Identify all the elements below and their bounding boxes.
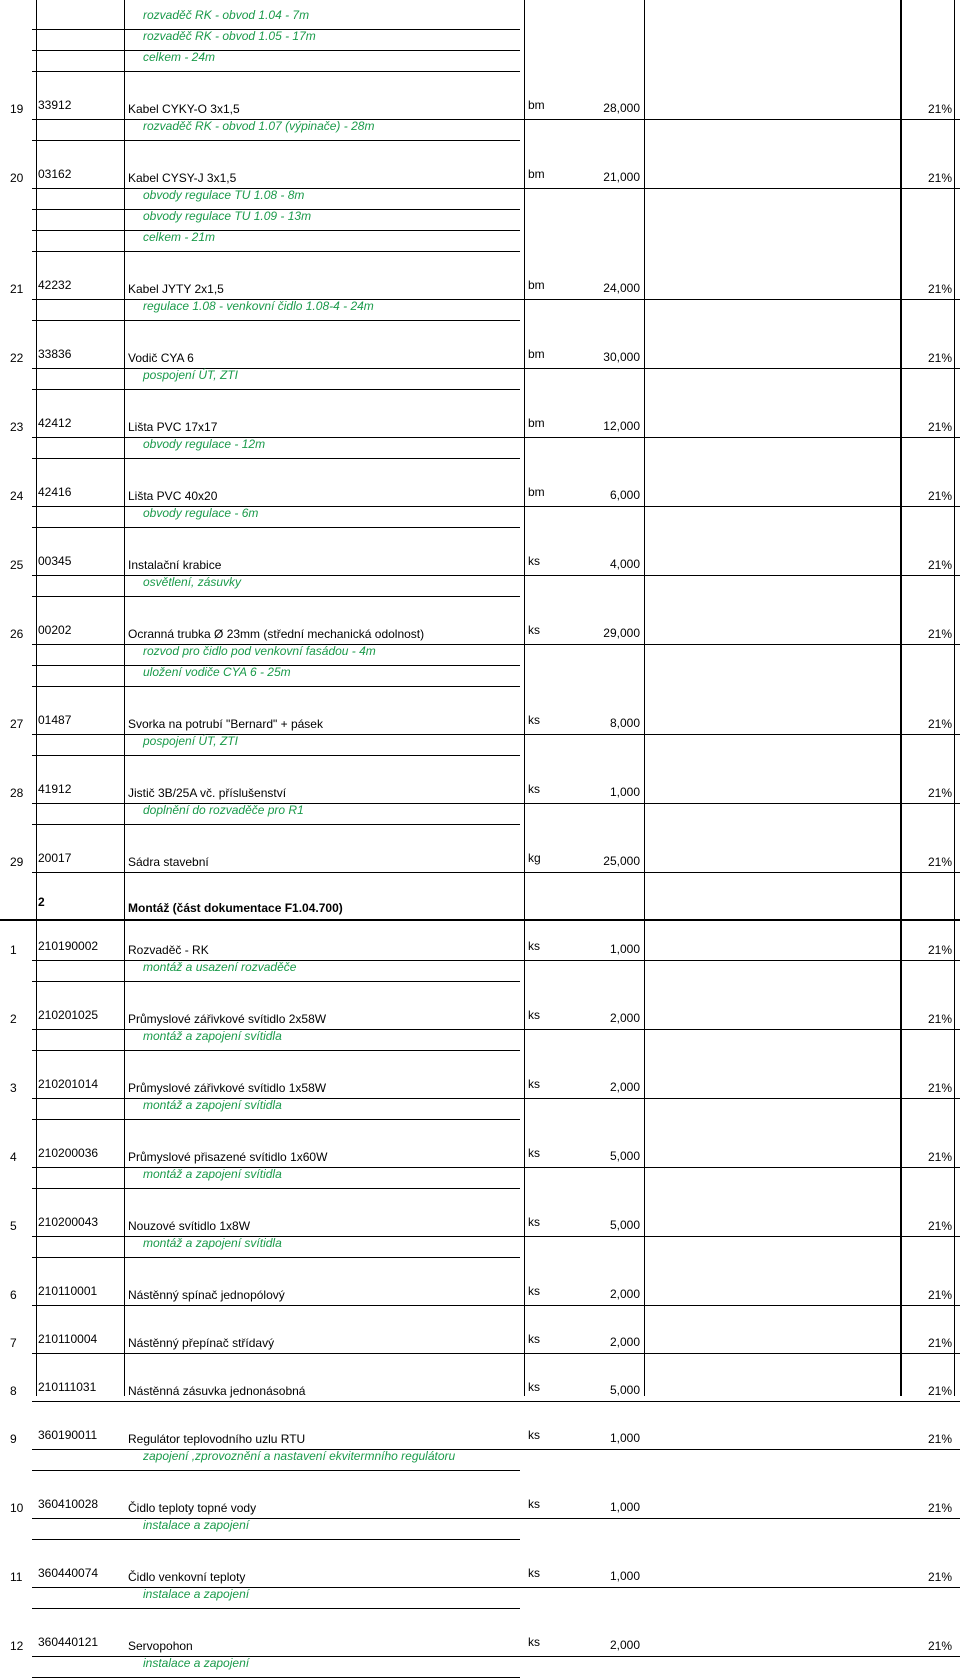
item-unit: ks	[528, 1428, 540, 1442]
item-note: montáž a zapojení svítidla	[143, 1098, 282, 1112]
item-vat-rate: 21%	[927, 489, 952, 503]
item-description: Ocranná trubka Ø 23mm (střední mechanická odolnost)	[128, 627, 425, 641]
item-unit: ks	[528, 939, 540, 953]
item-quantity: 1,000	[609, 1569, 640, 1583]
item-code: 360410028	[38, 1497, 99, 1511]
item-number: 11	[10, 1570, 23, 1584]
item-unit: bm	[528, 98, 545, 112]
item-code: 33912	[38, 98, 72, 112]
item-note: celkem - 24m	[143, 50, 216, 64]
item-code: 210111031	[38, 1380, 97, 1394]
item-vat-rate: 21%	[927, 1501, 952, 1515]
item-unit: ks	[528, 1077, 540, 1091]
item-quantity: 8,000	[609, 716, 640, 730]
row-divider	[32, 1353, 960, 1354]
item-code: 210201025	[38, 1008, 99, 1022]
item-description: Regulátor teplovodního uzlu RTU	[128, 1432, 306, 1446]
item-description: Průmyslové přisazené svítidlo 1x60W	[128, 1150, 328, 1164]
item-number: 1	[10, 943, 17, 957]
item-description: Svorka na potrubí "Bernard" + pásek	[128, 717, 323, 731]
item-unit: ks	[528, 623, 540, 637]
item-note: pospojení ÚT, ZTI	[143, 368, 238, 382]
item-vat-rate: 21%	[927, 171, 952, 185]
item-vat-rate: 21%	[927, 420, 952, 434]
item-code: 00345	[38, 554, 72, 568]
item-note: rozvaděč RK - obvod 1.05 - 17m	[143, 29, 316, 43]
item-unit: ks	[528, 1146, 540, 1160]
item-note: obvody regulace - 6m	[143, 506, 259, 520]
item-note: rozvaděč RK - obvod 1.07 (výpinače) - 28m	[143, 119, 375, 133]
item-note: rozvaděč RK - obvod 1.04 - 7m	[143, 8, 310, 22]
item-description: Lišta PVC 40x20	[128, 489, 218, 503]
item-code: 210200036	[38, 1146, 99, 1160]
column-divider	[124, 0, 125, 1396]
item-quantity: 2,000	[609, 1335, 640, 1349]
section-number: 2	[38, 895, 45, 909]
item-quantity: 2,000	[609, 1080, 640, 1094]
item-quantity: 2,000	[609, 1638, 640, 1652]
item-description: Nástěnný přepínač střídavý	[128, 1336, 275, 1350]
item-vat-rate: 21%	[927, 102, 952, 116]
item-number: 6	[10, 1288, 17, 1302]
item-description: Průmyslové zářivkové svítidlo 1x58W	[128, 1081, 327, 1095]
row-divider	[32, 872, 960, 873]
item-code: 210110004	[38, 1332, 98, 1346]
item-unit: ks	[528, 1566, 540, 1580]
item-quantity: 2,000	[609, 1011, 640, 1025]
row-divider	[32, 389, 520, 390]
row-divider	[32, 1119, 520, 1120]
item-code: 41912	[38, 782, 72, 796]
row-divider	[32, 1608, 520, 1609]
item-note: instalace a zapojení	[143, 1518, 250, 1532]
item-description: Servopohon	[128, 1639, 193, 1653]
row-divider	[32, 1188, 520, 1189]
item-code: 01487	[38, 713, 72, 727]
row-divider	[32, 140, 520, 141]
item-note: celkem - 21m	[143, 230, 216, 244]
item-note: instalace a zapojení	[143, 1656, 250, 1670]
item-description: Jistič 3B/25A vč. příslušenství	[128, 786, 287, 800]
item-number: 12	[10, 1639, 24, 1653]
item-vat-rate: 21%	[927, 1288, 952, 1302]
item-unit: bm	[528, 347, 545, 361]
item-code: 360190011	[38, 1428, 98, 1442]
item-number: 26	[10, 627, 24, 641]
item-quantity: 29,000	[603, 626, 640, 640]
item-code: 42232	[38, 278, 72, 292]
item-code: 03162	[38, 167, 72, 181]
row-divider	[32, 981, 520, 982]
item-vat-rate: 21%	[927, 855, 952, 869]
row-divider	[32, 1470, 520, 1471]
item-code: 42412	[38, 416, 72, 430]
row-divider	[32, 458, 520, 459]
item-quantity: 12,000	[603, 419, 640, 433]
item-number: 7	[10, 1336, 17, 1350]
item-note: regulace 1.08 - venkovní čidlo 1.08-4 - 24m	[143, 299, 374, 313]
row-divider	[32, 1305, 960, 1306]
item-quantity: 28,000	[603, 101, 640, 115]
item-number: 25	[10, 558, 24, 572]
item-note: instalace a zapojení	[143, 1587, 250, 1601]
item-number: 2	[10, 1012, 17, 1026]
item-unit: ks	[528, 1497, 540, 1511]
item-description: Kabel CYSY-J 3x1,5	[128, 171, 237, 185]
row-divider	[32, 1401, 960, 1402]
row-divider	[32, 686, 520, 687]
item-unit: ks	[528, 1635, 540, 1649]
item-unit: ks	[528, 713, 540, 727]
item-quantity: 5,000	[609, 1383, 640, 1397]
item-note: zapojení ,zprovoznění a nastavení ekvitermního regulátoru	[143, 1449, 456, 1463]
item-unit: ks	[528, 1284, 540, 1298]
item-code: 360440121	[38, 1635, 99, 1649]
item-number: 24	[10, 489, 24, 503]
item-vat-rate: 21%	[927, 943, 952, 957]
item-description: Kabel CYKY-O 3x1,5	[128, 102, 240, 116]
row-divider	[32, 1050, 520, 1051]
item-number: 4	[10, 1150, 17, 1164]
item-description: Kabel JYTY 2x1,5	[128, 282, 224, 296]
item-code: 360440074	[38, 1566, 99, 1580]
item-number: 19	[10, 102, 24, 116]
item-quantity: 5,000	[609, 1218, 640, 1232]
item-quantity: 4,000	[609, 557, 640, 571]
item-vat-rate: 21%	[927, 1639, 952, 1653]
item-note: montáž a zapojení svítidla	[143, 1236, 282, 1250]
item-note: pospojení ÚT, ZTI	[143, 734, 238, 748]
item-note: rozvod pro čidlo pod venkovní fasádou - 4m	[143, 644, 376, 658]
item-code: 42416	[38, 485, 72, 499]
item-code: 210200043	[38, 1215, 99, 1229]
item-quantity: 1,000	[609, 1500, 640, 1514]
item-number: 20	[10, 171, 24, 185]
row-divider	[32, 596, 520, 597]
item-quantity: 1,000	[609, 942, 640, 956]
item-code: 210110001	[38, 1284, 98, 1298]
item-vat-rate: 21%	[927, 717, 952, 731]
item-unit: bm	[528, 416, 545, 430]
item-vat-rate: 21%	[927, 1150, 952, 1164]
item-number: 5	[10, 1219, 17, 1233]
item-code: 210201014	[38, 1077, 99, 1091]
item-description: Nouzové svítidlo 1x8W	[128, 1219, 251, 1233]
item-quantity: 21,000	[603, 170, 640, 184]
row-divider	[32, 71, 520, 72]
row-divider	[32, 1257, 520, 1258]
item-description: Lišta PVC 17x17	[128, 420, 218, 434]
item-note: montáž a zapojení svítidla	[143, 1167, 282, 1181]
item-description: Čidlo venkovní teploty	[128, 1570, 246, 1584]
item-description: Instalační krabice	[128, 558, 222, 572]
item-description: Sádra stavební	[128, 855, 209, 869]
item-unit: ks	[528, 1215, 540, 1229]
item-description: Průmyslové zářivkové svítidlo 2x58W	[128, 1012, 327, 1026]
row-divider	[0, 919, 960, 921]
item-quantity: 6,000	[609, 488, 640, 502]
item-description: Nástěnná zásuvka jednonásobná	[128, 1384, 306, 1398]
column-divider	[644, 0, 645, 1396]
item-number: 8	[10, 1384, 17, 1398]
item-number: 29	[10, 855, 24, 869]
item-vat-rate: 21%	[927, 1219, 952, 1233]
item-number: 27	[10, 717, 24, 731]
row-divider	[32, 755, 520, 756]
item-vat-rate: 21%	[927, 351, 952, 365]
item-code: 33836	[38, 347, 72, 361]
item-vat-rate: 21%	[927, 786, 952, 800]
row-divider	[32, 50, 520, 51]
item-unit: bm	[528, 167, 545, 181]
item-unit: kg	[528, 851, 541, 865]
item-quantity: 2,000	[609, 1287, 640, 1301]
column-divider	[524, 0, 525, 1396]
item-number: 9	[10, 1432, 17, 1446]
item-unit: bm	[528, 485, 545, 499]
item-quantity: 5,000	[609, 1149, 640, 1163]
item-unit: bm	[528, 278, 545, 292]
item-vat-rate: 21%	[927, 1336, 952, 1350]
row-divider	[32, 824, 520, 825]
item-quantity: 1,000	[609, 785, 640, 799]
row-divider	[32, 320, 520, 321]
item-number: 21	[10, 282, 24, 296]
item-note: obvody regulace TU 1.09 - 13m	[143, 209, 312, 223]
item-vat-rate: 21%	[927, 282, 952, 296]
item-note: obvody regulace - 12m	[143, 437, 266, 451]
item-vat-rate: 21%	[927, 1012, 952, 1026]
item-vat-rate: 21%	[927, 627, 952, 641]
row-divider	[32, 251, 520, 252]
item-unit: ks	[528, 1008, 540, 1022]
item-description: Rozvaděč - RK	[128, 943, 209, 957]
item-vat-rate: 21%	[927, 1570, 952, 1584]
item-quantity: 24,000	[603, 281, 640, 295]
item-number: 10	[10, 1501, 24, 1515]
item-number: 22	[10, 351, 24, 365]
item-note: montáž a zapojení svítidla	[143, 1029, 282, 1043]
row-divider	[32, 1539, 520, 1540]
row-divider	[32, 527, 520, 528]
column-divider	[900, 0, 902, 1396]
item-note: osvětlení, zásuvky	[143, 575, 242, 589]
item-vat-rate: 21%	[927, 1432, 952, 1446]
item-unit: ks	[528, 554, 540, 568]
item-number: 23	[10, 420, 24, 434]
item-description: Vodič CYA 6	[128, 351, 194, 365]
item-code: 20017	[38, 851, 72, 865]
item-vat-rate: 21%	[927, 1384, 952, 1398]
item-note: doplnění do rozvaděče pro R1	[143, 803, 304, 817]
item-quantity: 25,000	[603, 854, 640, 868]
item-code: 210190002	[38, 939, 99, 953]
row-divider	[32, 230, 520, 231]
item-vat-rate: 21%	[927, 1081, 952, 1095]
item-unit: ks	[528, 1380, 540, 1394]
column-divider	[36, 0, 37, 1396]
item-vat-rate: 21%	[927, 558, 952, 572]
item-description: Čidlo teploty topné vody	[128, 1501, 257, 1515]
item-quantity: 30,000	[603, 350, 640, 364]
item-number: 3	[10, 1081, 17, 1095]
item-note: montáž a usazení rozvaděče	[143, 960, 297, 974]
section-title: Montáž (část dokumentace F1.04.700)	[128, 901, 343, 915]
item-number: 28	[10, 786, 24, 800]
item-quantity: 1,000	[609, 1431, 640, 1445]
item-description: Nástěnný spínač jednopólový	[128, 1288, 285, 1302]
item-unit: ks	[528, 1332, 540, 1346]
column-divider	[954, 0, 955, 1396]
item-note: uložení vodiče CYA 6 - 25m	[143, 665, 291, 679]
item-unit: ks	[528, 782, 540, 796]
item-note: obvody regulace TU 1.08 - 8m	[143, 188, 305, 202]
item-code: 00202	[38, 623, 72, 637]
